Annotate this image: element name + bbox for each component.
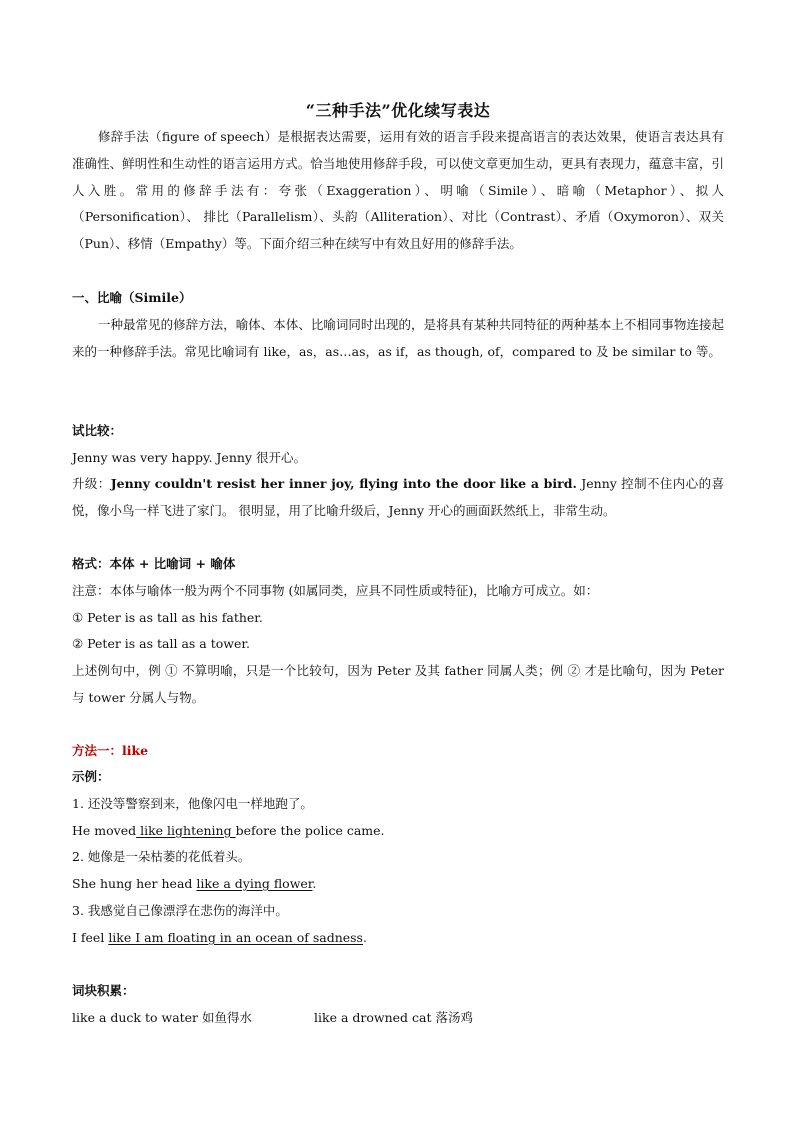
format-example-2: ② Peter is as tall as a tower.: [72, 636, 250, 651]
compare-label: 试比较：: [72, 423, 123, 438]
format-explain: 上述例句中，例 ① 不算明喻，只是一个比较句，因为 Peter 及其 father 同属人类；例 ② 才是比喻句，因为 Peter 与 tower 分属人与物。: [72, 663, 724, 705]
example-3-underline: like I am floating in an ocean of sadness: [108, 930, 363, 945]
format-example-1: ① Peter is as tall as his father.: [72, 610, 263, 625]
example-3-post: .: [362, 930, 367, 945]
section1-heading: 一、比喻（Simile）: [72, 290, 192, 305]
example-3-en: [72, 925, 367, 952]
chunk-item-2: like a drowned cat 落汤鸡: [314, 1010, 473, 1025]
intro-paragraph: 修辞手法（figure of speech）是根据表达需要，运用有效的语言手段来提高语言的表达效果，使语言表达具有准确性、鲜明性和生动性的语言运用方式。恰当地使用修辞手段，可以使文章更加生动，更具有表现力，蕴意丰富，引人入胜。常用的修辞手法有：夸张（Exaggeration）、明喻（Simile）、暗喻（Metaphor）、拟人（Personification）、 排比（Parallelism）、头韵（Alliteration）、对比（Contrast）、矛盾（Oxymoron）、双关（Pun）、移情（Empathy）等。下面介绍三种在续写中有效且好用的修辞手法。: [72, 129, 724, 252]
upgrade-explain: Jenny 控制不住内心的喜悦，像小鸟一样飞进了家门。 很明显，用了比喻升级后，Jenny 开心的画面跃然纸上，非常生动。: [72, 476, 724, 518]
example-1-underline: like lightening: [136, 823, 236, 838]
example-2-pre: She hung her head: [72, 876, 197, 891]
example-2-underline: like a dying flower: [196, 876, 313, 891]
format-label: 格式：本体 + 比喻词 + 喻体: [72, 556, 236, 571]
chunks-label: 词块积累：: [72, 983, 135, 998]
compare-upgrade: [72, 471, 724, 525]
section1-body: 一种最常见的修辞方法，喻体、本体、比喻词同时出现的，是将具有某种共同特征的两种基本上不相同事物连接起来的一种修辞手法。常见比喻词有 like，as，as…as，as if，as though, of，compared to 及 be similar to 等。: [72, 317, 724, 359]
example-3-pre: I feel: [72, 930, 109, 945]
example-2-post: .: [312, 876, 317, 891]
upgrade-prefix: 升级：: [72, 476, 111, 491]
example-3-cn: 3. 我感觉自己像漂浮在悲伤的海洋中。: [72, 903, 288, 918]
method1-heading: 方法一：like: [72, 743, 149, 758]
example-2-en: [72, 871, 316, 898]
example-1-post: before the police came.: [235, 823, 385, 838]
upgrade-sentence: Jenny couldn't resist her inner joy, flying into the door like a bird.: [110, 476, 577, 491]
page-title: “三种手法”优化续写表达: [305, 101, 491, 120]
examples-label: 示例：: [72, 769, 110, 784]
example-1-pre: He moved: [72, 823, 137, 838]
compare-plain: Jenny was very happy. Jenny 很开心。: [72, 450, 306, 465]
example-1-cn: 1. 还没等警察到来，他像闪电一样地跑了。: [72, 796, 313, 811]
example-2-cn: 2. 她像是一朵枯萎的花低着头。: [72, 849, 251, 864]
format-note: 注意：本体与喻体一般为两个不同事物 (如属同类，应具不同性质或特征)，比喻方可成立。如：: [72, 583, 599, 598]
chunk-item-1: like a duck to water 如鱼得水: [72, 1010, 253, 1025]
example-1-en: [72, 818, 385, 845]
